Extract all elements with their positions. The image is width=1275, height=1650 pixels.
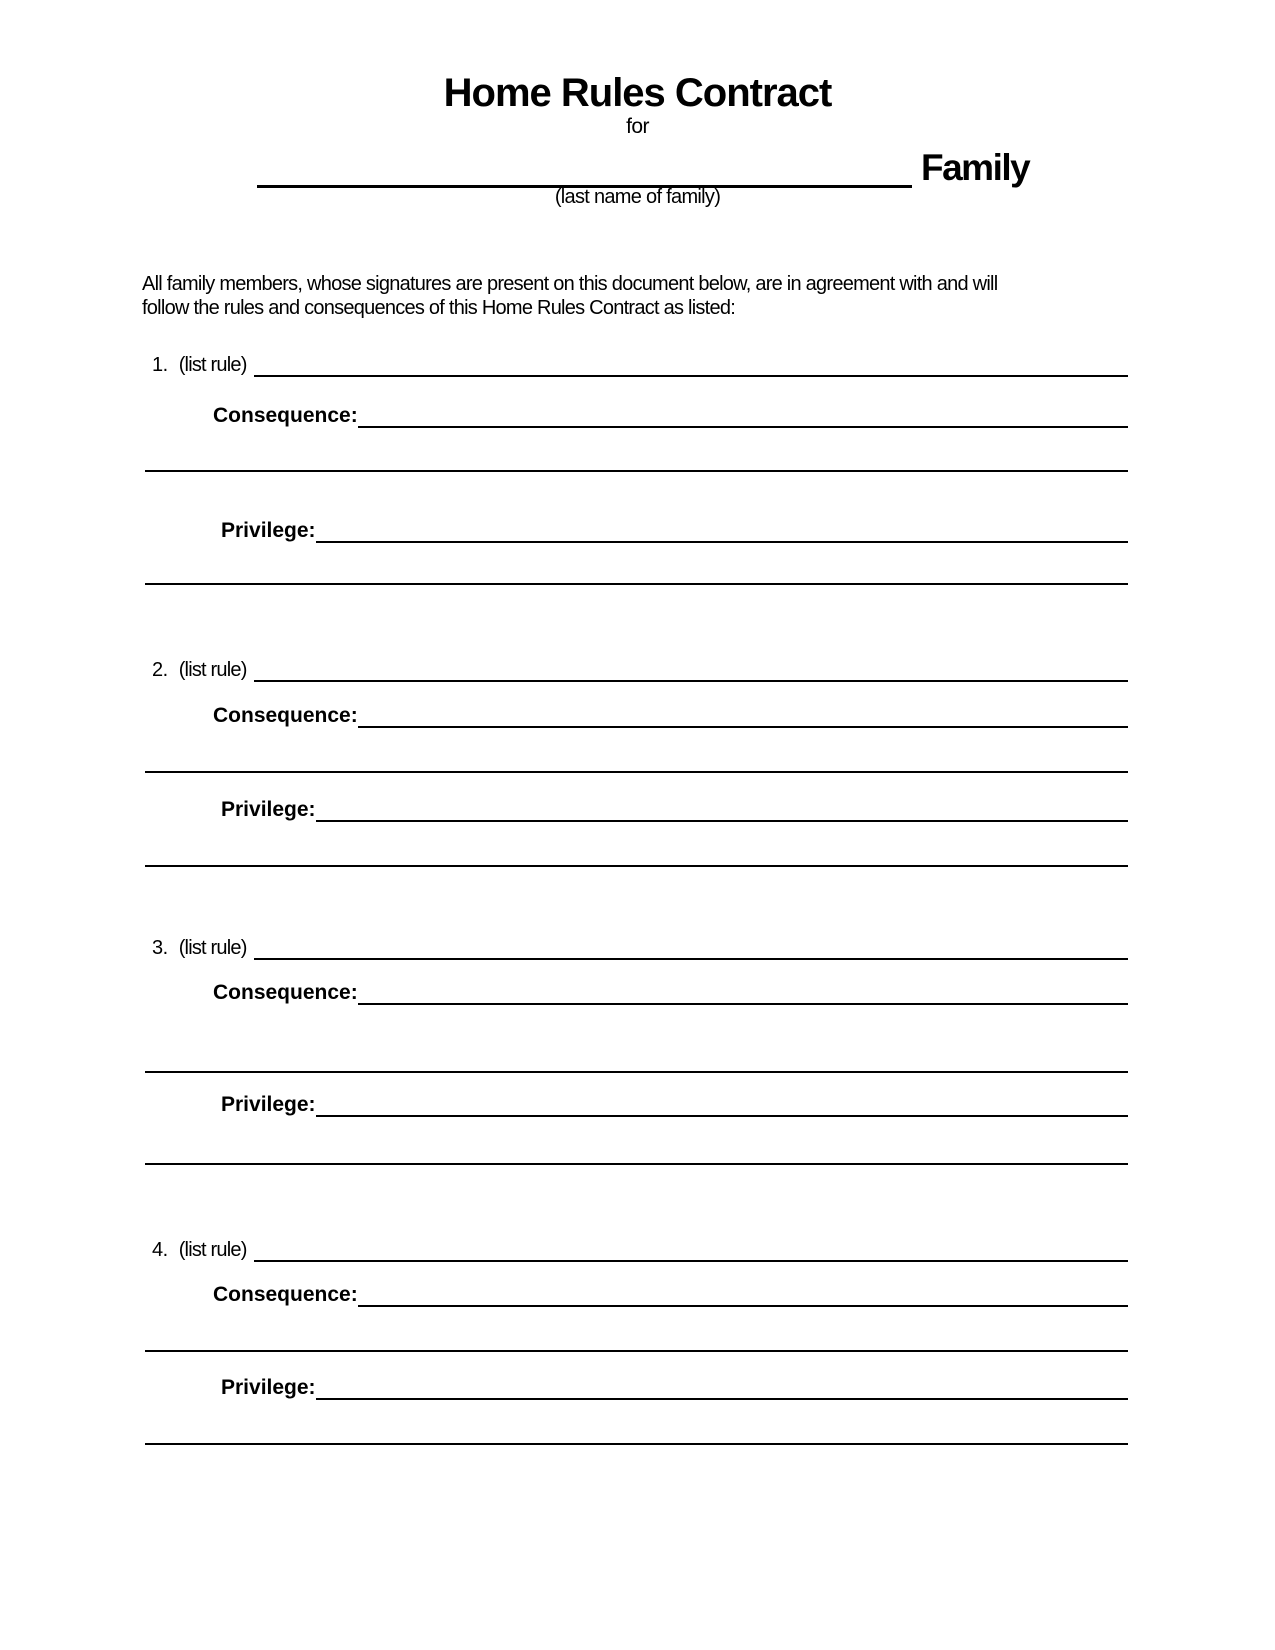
- rule-4-privilege-blank-line-2[interactable]: [145, 1419, 1128, 1445]
- rule-4-number: 4.: [152, 1239, 168, 1261]
- rule-3-consequence-blank-line-2[interactable]: [145, 1047, 1128, 1073]
- intro-line-1: All family members, whose signatures are present on this document below, are in agreement with and will: [142, 273, 998, 295]
- rule-2-privilege-blank-line[interactable]: [316, 796, 1128, 822]
- rule-4-consequence-label: Consequence:: [213, 1283, 358, 1306]
- rule-4-consequence-continuation-row: [145, 1326, 1128, 1352]
- intro-line-2: follow the rules and consequences of this Home Rules Contract as listed:: [142, 297, 736, 319]
- rule-3-privilege-blank-line-2[interactable]: [145, 1139, 1128, 1165]
- rule-1-privilege-continuation-row: [145, 559, 1128, 585]
- rule-2-privilege-row: [221, 796, 1128, 822]
- rule-1-consequence-blank-line[interactable]: [358, 402, 1128, 428]
- rule-3-number: 3.: [152, 937, 168, 959]
- document-title: Home Rules Contract: [443, 71, 832, 115]
- rule-4-privilege-label: Privilege:: [221, 1376, 316, 1399]
- rule-1-privilege-label: Privilege:: [221, 519, 316, 542]
- rule-1-consequence-label: Consequence:: [213, 404, 358, 427]
- rule-1-privilege-blank-line-2[interactable]: [145, 559, 1128, 585]
- rule-1-privilege-row: [221, 517, 1128, 543]
- rule-3-privilege-continuation-row: [145, 1139, 1128, 1165]
- rule-4-consequence-row: [213, 1281, 1128, 1307]
- rule-4-blank-line[interactable]: [254, 1236, 1128, 1262]
- rule-2-consequence-label: Consequence:: [213, 704, 358, 727]
- rule-4-privilege-row: [221, 1374, 1128, 1400]
- rule-2-blank-line[interactable]: [254, 656, 1128, 682]
- rule-3-consequence-continuation-row: [145, 1047, 1128, 1073]
- rule-2-privilege-blank-line-2[interactable]: [145, 841, 1128, 867]
- family-word-label: Family: [921, 147, 1030, 188]
- rule-1-blank-line[interactable]: [254, 351, 1128, 377]
- rule-1-privilege-blank-line[interactable]: [316, 517, 1128, 543]
- rule-2-privilege-continuation-row: [145, 841, 1128, 867]
- rule-2-privilege-label: Privilege:: [221, 798, 316, 821]
- family-name-caption: (last name of family): [554, 186, 721, 208]
- rule-2-consequence-blank-line[interactable]: [358, 702, 1128, 728]
- rule-3-list-rule-label: (list rule): [178, 937, 247, 959]
- rule-1-consequence-row: [213, 402, 1128, 428]
- family-name-blank-line[interactable]: [257, 153, 912, 188]
- rule-3-consequence-label: Consequence:: [213, 981, 358, 1004]
- rule-4-consequence-blank-line-2[interactable]: [145, 1326, 1128, 1352]
- rule-1-number: 1.: [152, 354, 168, 376]
- rule-4-consequence-blank-line[interactable]: [358, 1281, 1128, 1307]
- rule-3-privilege-blank-line[interactable]: [316, 1091, 1128, 1117]
- rule-1-row: [152, 351, 1128, 377]
- rule-1-consequence-blank-line-2[interactable]: [145, 446, 1128, 472]
- document-subtitle: for: [626, 115, 649, 138]
- rule-4-privilege-blank-line[interactable]: [316, 1374, 1128, 1400]
- rule-1-list-rule-label: (list rule): [178, 354, 247, 376]
- rule-4-list-rule-label: (list rule): [178, 1239, 247, 1261]
- rule-3-blank-line[interactable]: [254, 934, 1128, 960]
- rule-3-consequence-row: [213, 979, 1128, 1005]
- rule-2-list-rule-label: (list rule): [178, 659, 247, 681]
- rule-2-consequence-row: [213, 702, 1128, 728]
- rule-1-consequence-continuation-row: [145, 446, 1128, 472]
- rule-3-row: [152, 934, 1128, 960]
- rule-2-consequence-blank-line-2[interactable]: [145, 747, 1128, 773]
- rule-2-number: 2.: [152, 659, 168, 681]
- rule-4-row: [152, 1236, 1128, 1262]
- rule-2-consequence-continuation-row: [145, 747, 1128, 773]
- intro-paragraph: [142, 272, 997, 320]
- rule-3-privilege-row: [221, 1091, 1128, 1117]
- rule-4-privilege-continuation-row: [145, 1419, 1128, 1445]
- rule-3-privilege-label: Privilege:: [221, 1093, 316, 1116]
- rule-3-consequence-blank-line[interactable]: [358, 979, 1128, 1005]
- rule-2-row: [152, 656, 1128, 682]
